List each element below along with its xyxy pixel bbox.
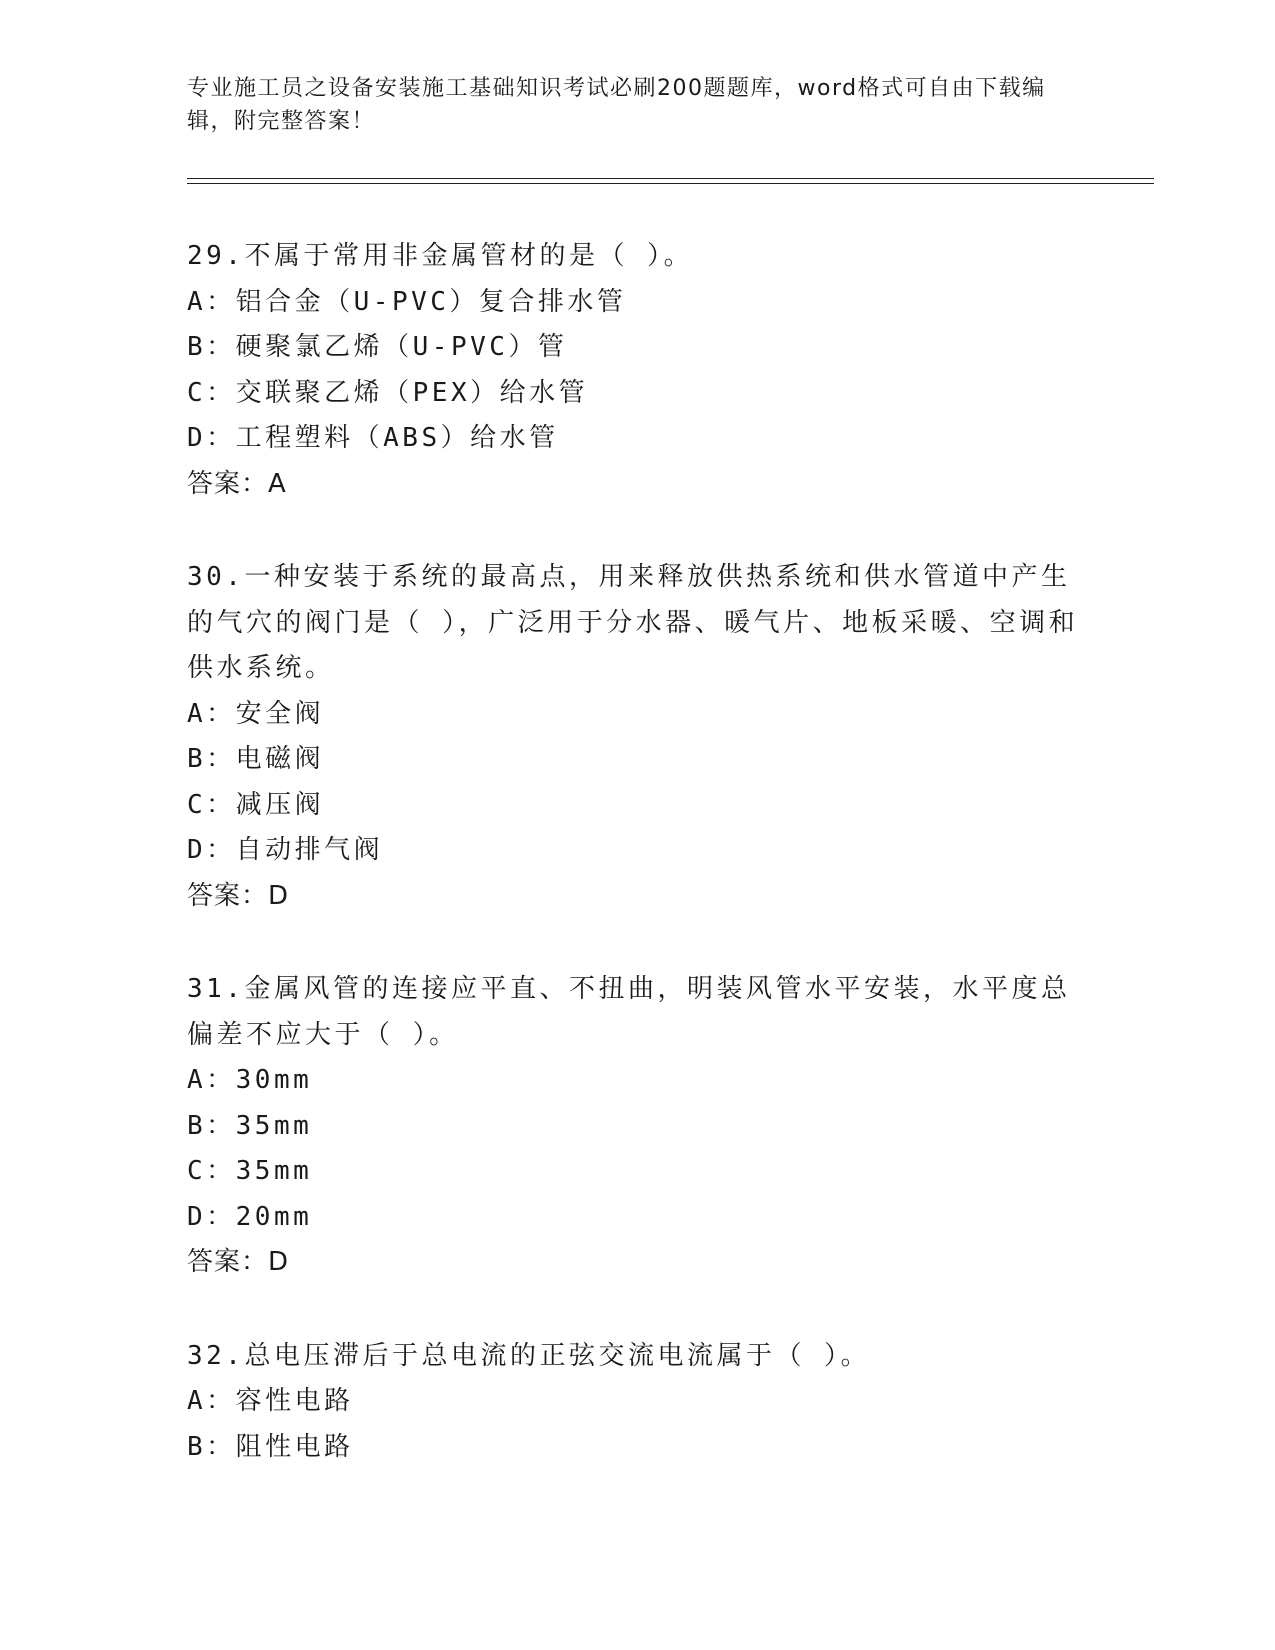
answer: 答案：D	[187, 880, 290, 911]
option-a: A：30mm	[187, 1065, 313, 1095]
option-b: B：35mm	[187, 1110, 313, 1141]
option-c: C：交联聚乙烯（PEX）给水管	[187, 377, 589, 408]
question-text: 30.一种安装于系统的最高点，用来释放供热系统和供水管道中产生的气穴的阀门是（ ），广泛用于分水器、暖气片、地板采暖、空调和供水系统。	[187, 562, 1079, 683]
question-text: 31.金属风管的连接应平直、不扭曲，明装风管水平安装，水平度总偏差不应大于（ ）。	[187, 974, 1071, 1050]
option-a: A：容性电路	[187, 1386, 354, 1416]
answer: 答案：A	[187, 468, 287, 499]
option-d: D：工程塑料（ABS）给水管	[187, 423, 559, 453]
header-divider-bottom	[187, 183, 1154, 184]
option-a: A：铝合金（U-PVC）复合排水管	[187, 286, 627, 317]
option-c: C：35mm	[187, 1156, 313, 1186]
header-title: 专业施工员之设备安装施工基础知识考试必刷200题题库，word格式可自由下载编辑，附完整答案！	[187, 76, 1046, 134]
question-text: 32.总电压滞后于总电流的正弦交流电流属于（ ）。	[187, 1340, 871, 1371]
answer: 答案：D	[187, 1247, 290, 1277]
question-32	[187, 1334, 1087, 1471]
option-b: B：硬聚氯乙烯（U-PVC）管	[187, 332, 568, 362]
option-b: B：阻性电路	[187, 1431, 354, 1462]
option-d: D：20mm	[187, 1201, 313, 1232]
option-d: D：自动排气阀	[187, 835, 384, 865]
question-text: 29.不属于常用非金属管材的是（ ）。	[187, 241, 694, 271]
question-31	[187, 967, 1087, 1286]
option-b: B：电磁阀	[187, 744, 325, 774]
option-a: A：安全阀	[187, 698, 325, 729]
question-30	[187, 555, 1087, 919]
document-header	[187, 72, 1087, 138]
question-29	[187, 234, 1087, 507]
question-list	[187, 234, 1087, 1518]
header-divider-top	[187, 178, 1154, 179]
option-c: C：减压阀	[187, 789, 325, 820]
